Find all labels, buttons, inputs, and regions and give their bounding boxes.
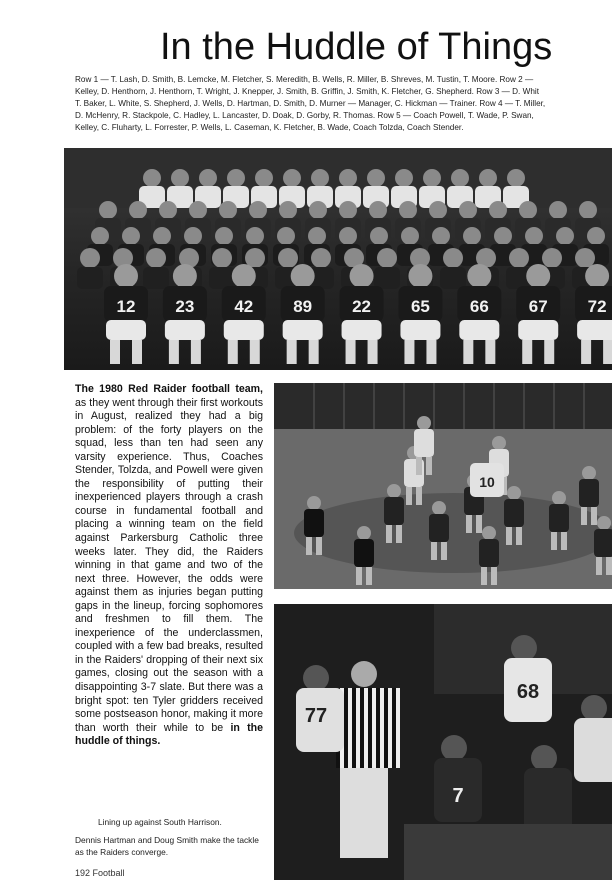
jersey-number: 72 [587,297,607,316]
roster-line: D. McHenry, R. Stackpole, C. Hadley, L. Lancaster, D. Doak, D. Gorby, R. Thomas. Row 5 — Coach Powell, T. Wade, P. Swan, [75,111,534,120]
team-photo [64,148,612,370]
jersey-number: 12 [116,297,136,316]
tackle-photo [274,604,612,880]
jersey-number: 65 [410,297,430,316]
jersey-number: 77 [304,705,328,727]
jersey-number: 67 [528,297,548,316]
jersey-number: 68 [516,681,540,703]
jersey-number: 10 [479,474,495,490]
jersey-number: 22 [352,297,372,316]
page-footer: 192 Football [75,868,125,878]
roster-line: T. Baker, L. White, S. Shepherd, J. Wells, D. Hartman, D. Smith, D. Murner — Manager, C. Hickman — Trainer. Row 4 — T. Miller, [75,99,546,108]
article-lead: The 1980 Red Raider football team, [75,383,263,395]
roster-line: Kelley, C. Fluharty, L. Forrester, P. Wells, L. Caseman, K. Fletcher, B. Wade, Coach Tolzda, Coach Stender. [75,123,464,132]
tackle-caption: Dennis Hartman and Doug Smith make the tackle as the Raiders converge. [75,835,259,857]
roster-caption [75,74,612,134]
article-closing: in the huddle of things. [75,721,263,748]
jersey-number: 23 [175,297,195,316]
jersey-number: 66 [469,297,489,316]
jersey-number: 42 [234,297,254,316]
article-text: as they went through their first workouts in August, realized they had a big problem: of the forty players on the squad, less than ten had seen any varsity experience. Thus, Coaches Stender, Tolzda, and Powell were given the responsibility of putting their inexperienced players through a crash course in fundamental football and placing a winning team on the field against Parkersburg Catholic three weeks later. They did, the Raiders winning in that game and two of the next three. However, the odds were against them as injuries began putting gaps in the lineup, forcing sophomores and freshmen to fill them. The inexperience of the underclassmen, coupled with a few bad breaks, resulted in the Raiders' dropping of their next six games, closing out the season with a disappointing 3-7 slate. But there was a bright spot: ten Tyler gridders received some postseason honor, making it more than worth their while to be [75,396,263,734]
jersey-number: 7 [452,785,464,807]
lineup-caption: Lining up against South Harrison. [98,817,222,827]
lineup-photo [274,383,612,589]
article-body [75,383,263,749]
jersey-number: 89 [293,297,313,316]
page-title: In the Huddle of Things [160,26,553,68]
roster-line: Kelley, D. Henthorn, J. Henthorn, T. Wright, J. Knepper, J. Smith, B. Griffin, J. Smith, K. Fletcher, G. Shepherd. Row 3 — D. Whit [75,87,539,96]
roster-line: Row 1 — T. Lash, D. Smith, B. Lemcke, M. Fletcher, S. Meredith, B. Wells, R. Miller, B. Shreves, M. Tustin, T. Moore. Row 2 — [75,75,534,84]
